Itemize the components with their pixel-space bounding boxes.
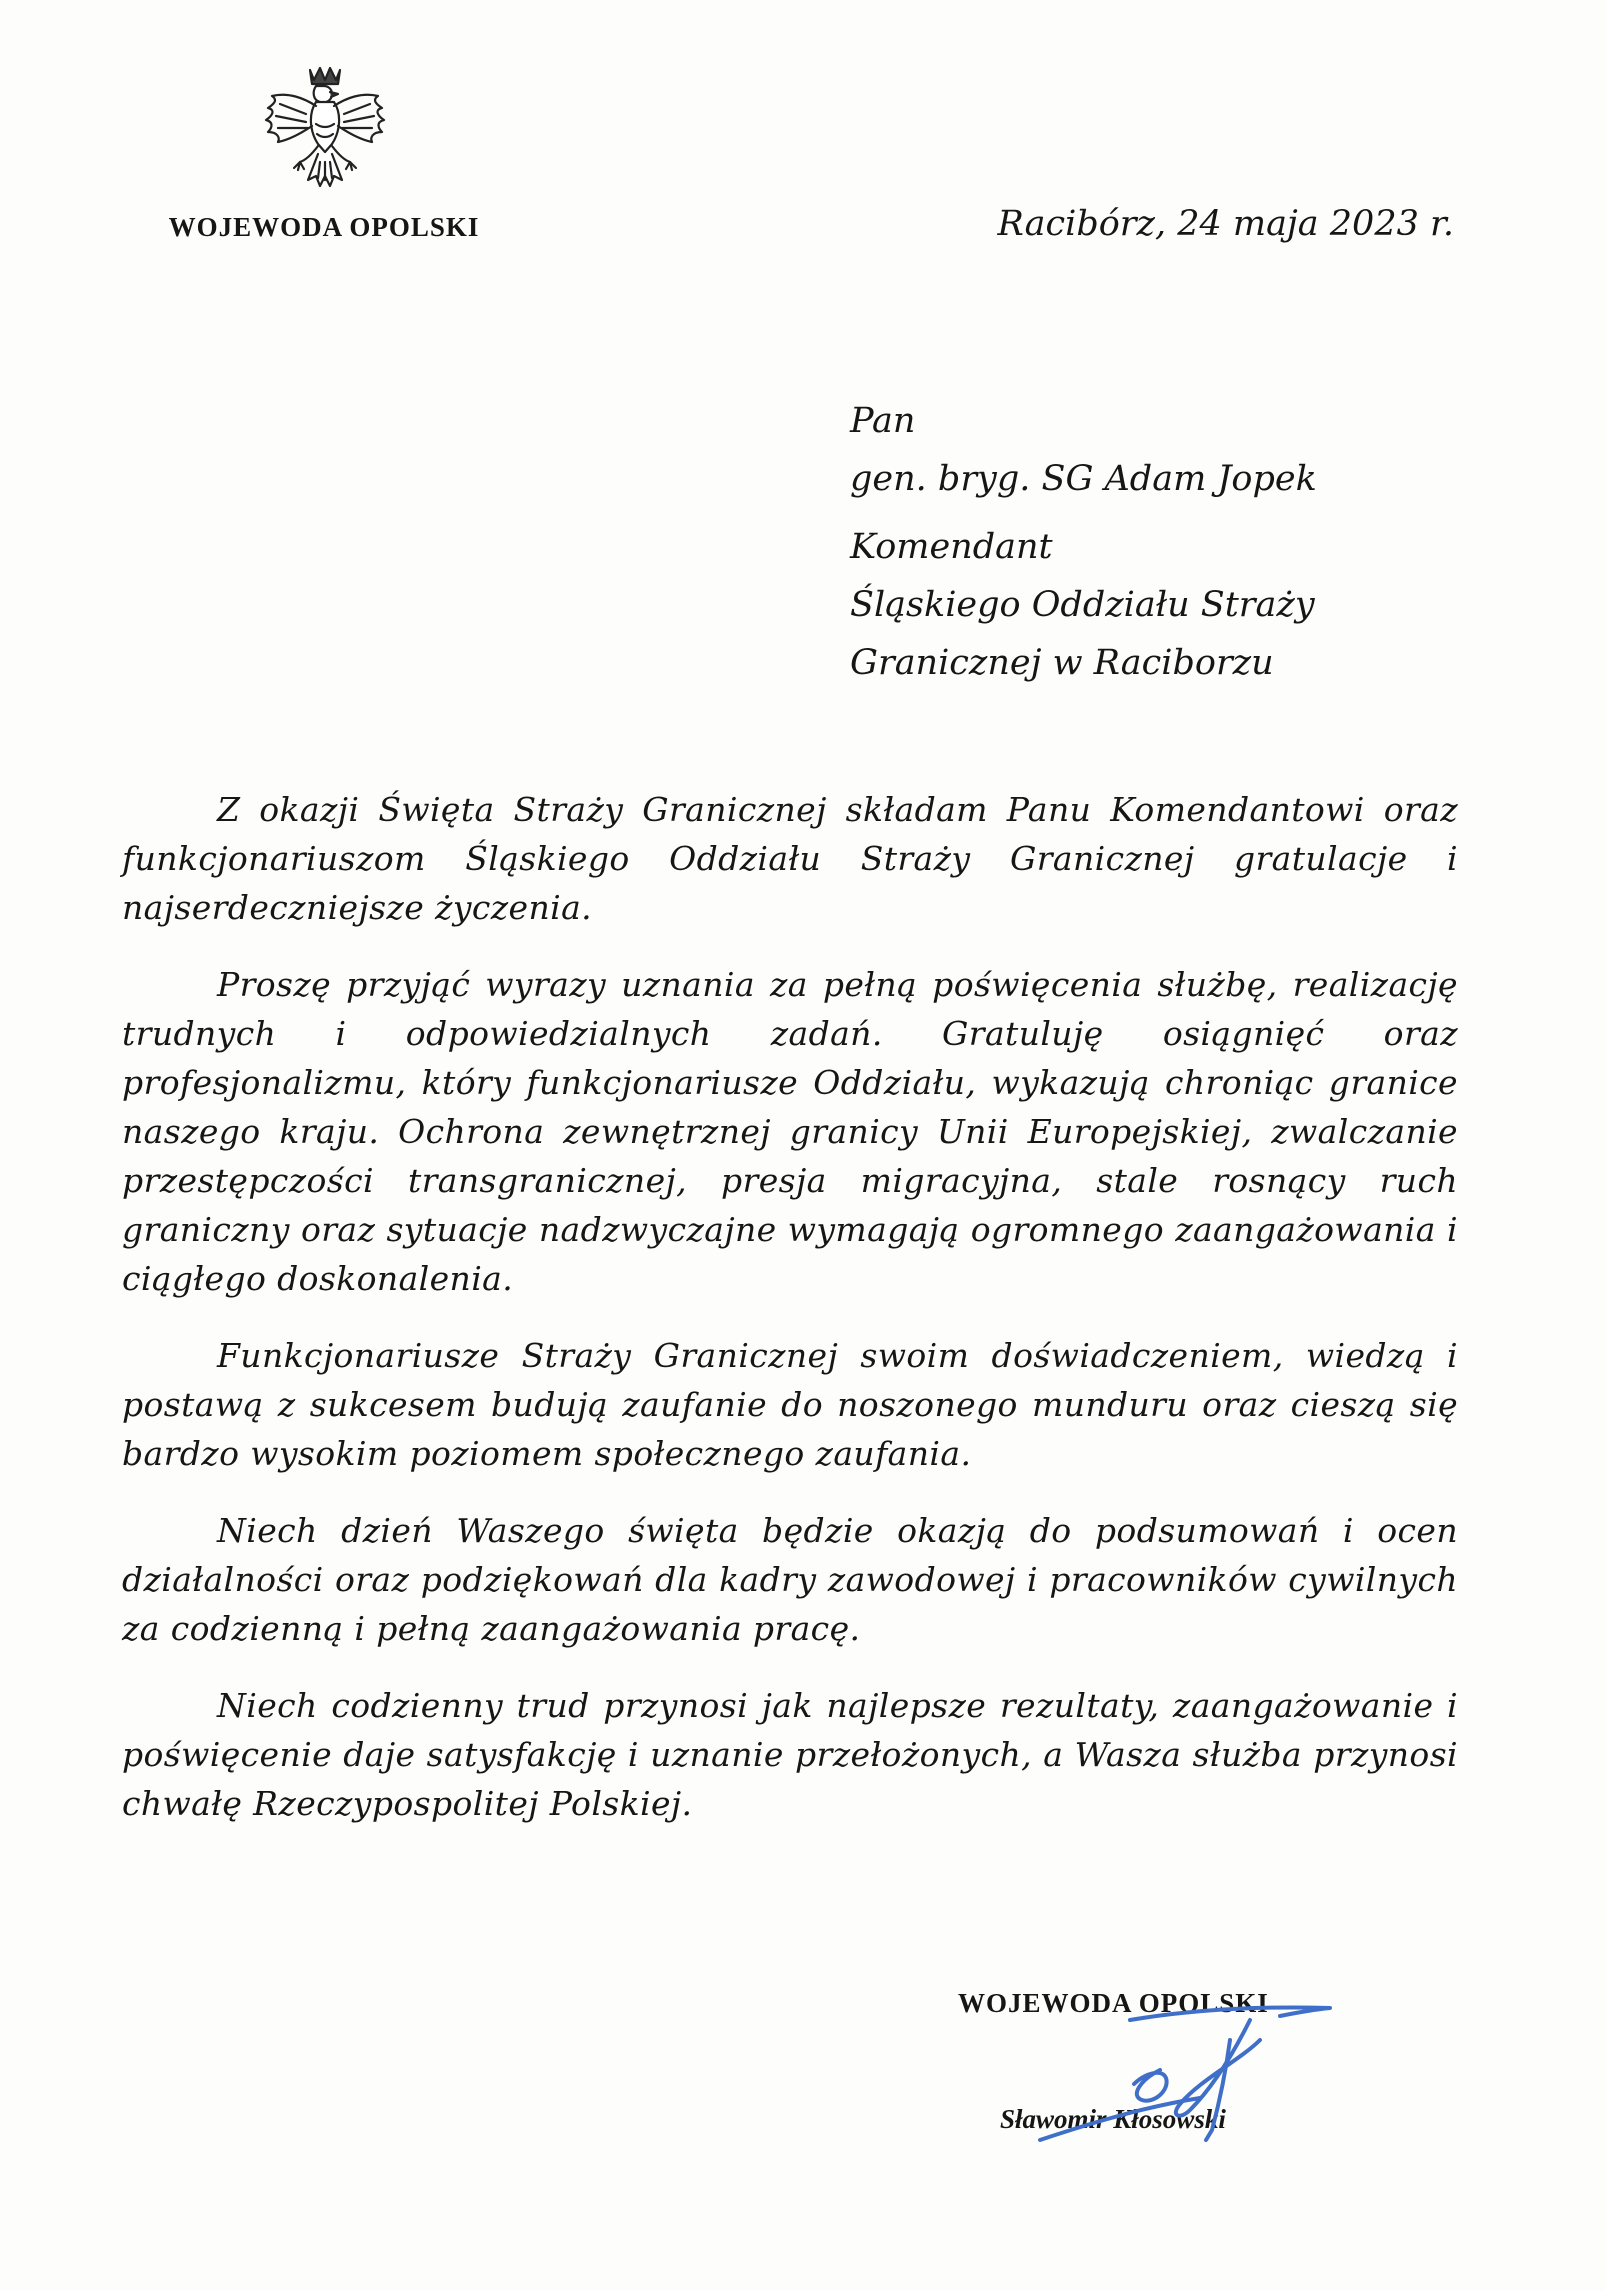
body-paragraph: Funkcjonariusze Straży Granicznej swoim doświadczeniem, wiedzą i postawą z sukcesem budują zaufanie do noszonego munduru oraz cieszą się bardzo wysokim poziomem społecznego zaufania. [122, 1336, 1458, 1473]
recipient-unit-line2: Granicznej w Raciborzu [850, 643, 1274, 683]
handwritten-signature [930, 1980, 1400, 2180]
recipient-unit-line1: Śląskiego Oddziału Straży [850, 585, 1315, 625]
body-paragraph: Z okazji Święta Straży Granicznej składam Panu Komendantowi oraz funkcjonariuszom Śląskiego Oddziału Straży Granicznej gratulacje i najserdeczniejsze życzenia. [122, 790, 1458, 927]
recipient-name: gen. bryg. SG Adam Jopek [850, 459, 1317, 499]
letter-body [122, 785, 1458, 1856]
body-paragraph: Proszę przyjąć wyrazy uznania za pełną poświęcenia służbę, realizację trudnych i odpowiedzialnych zadań. Gratuluję osiągnięć oraz profesjonalizmu, który funkcjonariusze Oddziału, wykazują chroniąc granice naszego kraju. Ochrona zewnętrznej granicy Unii Europejskiej, zwalczanie przestępczości transgranicznej, presja migracyjna, stale rosnący ruch graniczny oraz sytuacje nadzwyczajne wymagają ogromnego zaangażowania i ciągłego doskonalenia. [122, 965, 1458, 1298]
letter-date: Racibórz, 24 maja 2023 r. [997, 204, 1454, 244]
polish-eagle-icon [260, 62, 390, 202]
recipient-position: Komendant [850, 527, 1053, 567]
body-paragraph: Niech codzienny trud przynosi jak najlepsze rezultaty, zaangażowanie i poświęcenie daje satysfakcję i uznanie przełożonych, a Wasza służba przynosi chwałę Rzeczypospolitej Polskiej. [122, 1686, 1458, 1823]
recipient-address [850, 392, 1470, 692]
body-paragraph: Niech dzień Waszego święta będzie okazją do podsumowań i ocen działalności oraz podziękowań dla kadry zawodowej i pracowników cywilnych za codzienną i pełną zaangażowania pracę. [122, 1511, 1458, 1648]
recipient-salutation: Pan [850, 401, 916, 441]
issuer-org-name: WOJEWODA OPOLSKI [168, 212, 480, 242]
signature-title: WOJEWODA OPOLSKI [958, 1988, 1269, 2018]
signature-block [930, 1988, 1400, 2218]
signatory-name: Sławomir Kłosowski [1000, 2104, 1226, 2134]
